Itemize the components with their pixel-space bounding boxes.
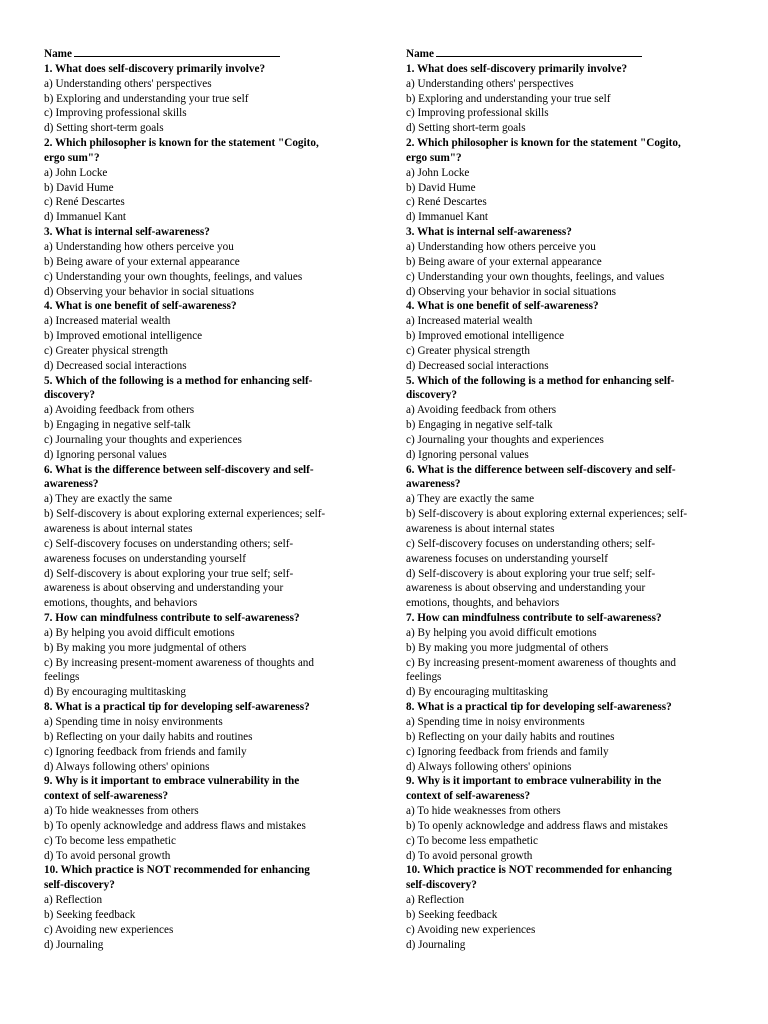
answer-option: awareness is about observing and understanding your (44, 582, 284, 595)
answer-option: b) Reflecting on your daily habits and routines (44, 730, 253, 743)
question-block (406, 611, 736, 700)
answer-option: d) Decreased social interactions (44, 359, 187, 372)
question-block (44, 374, 374, 463)
answer-option: c) René Descartes (44, 196, 125, 209)
question-block (406, 463, 736, 611)
right-name-line (406, 46, 736, 62)
question-block (406, 62, 736, 136)
name-label: Name (406, 48, 434, 60)
question-text: awareness? (44, 478, 99, 491)
question-block (44, 774, 374, 863)
answer-option: c) Improving professional skills (406, 107, 549, 120)
answer-option: b) Reflecting on your daily habits and routines (406, 730, 615, 743)
answer-option: d) Always following others' opinions (406, 760, 572, 773)
answer-option: c) Self-discovery focuses on understanding others; self- (44, 537, 294, 550)
answer-option: d) Ignoring personal values (44, 448, 167, 461)
question-block (406, 299, 736, 373)
answer-option: c) Self-discovery focuses on understanding others; self- (406, 537, 656, 550)
answer-option: a) By helping you avoid difficult emotions (44, 626, 235, 639)
question-text: 7. How can mindfulness contribute to self-awareness? (406, 612, 662, 625)
answer-option: feelings (406, 671, 442, 684)
answer-option: c) Greater physical strength (44, 344, 168, 357)
answer-option: d) Self-discovery is about exploring your true self; self- (406, 567, 656, 580)
answer-option: b) Being aware of your external appearance (406, 255, 602, 268)
question-text: discovery? (406, 389, 457, 402)
answer-option: a) Understanding others' perspectives (406, 77, 574, 90)
answer-option: a) Understanding how others perceive you (44, 240, 234, 253)
answer-option: b) David Hume (406, 181, 476, 194)
question-block (406, 863, 736, 952)
question-block (44, 463, 374, 611)
answer-option: c) Understanding your own thoughts, feelings, and values (44, 270, 303, 283)
answer-option: a) Understanding how others perceive you (406, 240, 596, 253)
answer-option: a) Avoiding feedback from others (406, 404, 557, 417)
name-blank-field[interactable] (436, 46, 642, 57)
answer-option: c) Understanding your own thoughts, feelings, and values (406, 270, 665, 283)
question-block (406, 774, 736, 863)
answer-option: b) David Hume (44, 181, 114, 194)
answer-option: c) Avoiding new experiences (44, 923, 174, 936)
question-text: 6. What is the difference between self-discovery and self- (44, 463, 314, 476)
question-text: 9. Why is it important to embrace vulnerability in the (406, 775, 662, 788)
answer-option: b) Exploring and understanding your true self (406, 92, 611, 105)
answer-option: b) Engaging in negative self-talk (406, 419, 553, 432)
answer-option: awareness focuses on understanding yourself (406, 552, 608, 565)
question-text: 10. Which practice is NOT recommended for enhancing (44, 864, 310, 877)
question-text: 2. Which philosopher is known for the statement "Cogito, (44, 137, 319, 150)
question-text: 6. What is the difference between self-discovery and self- (406, 463, 676, 476)
question-text: 1. What does self-discovery primarily involve? (44, 62, 266, 75)
question-text: awareness? (406, 478, 461, 491)
answer-option: a) They are exactly the same (44, 493, 173, 506)
answer-option: d) Decreased social interactions (406, 359, 549, 372)
answer-option: d) To avoid personal growth (44, 849, 171, 862)
answer-option: b) Self-discovery is about exploring external experiences; self- (44, 508, 326, 521)
answer-option: b) By making you more judgmental of others (44, 641, 247, 654)
question-text: 8. What is a practical tip for developing self-awareness? (406, 701, 672, 714)
answer-option: a) Spending time in noisy environments (406, 715, 585, 728)
answer-option: d) Setting short-term goals (44, 122, 164, 135)
answer-option: emotions, thoughts, and behaviors (406, 597, 560, 610)
answer-option: d) Ignoring personal values (406, 448, 529, 461)
question-text: 9. Why is it important to embrace vulnerability in the (44, 775, 300, 788)
answer-option: b) Improved emotional intelligence (406, 330, 565, 343)
question-block (44, 62, 374, 136)
left-name-line (44, 46, 374, 62)
answer-option: d) Journaling (406, 938, 466, 951)
question-text: 1. What does self-discovery primarily involve? (406, 62, 628, 75)
answer-option: d) Always following others' opinions (44, 760, 210, 773)
answer-option: feelings (44, 671, 80, 684)
question-text: ergo sum"? (406, 151, 462, 164)
answer-option: awareness is about internal states (406, 523, 555, 535)
answer-option: d) Observing your behavior in social situations (406, 285, 617, 298)
answer-option: a) Reflection (406, 894, 465, 907)
answer-option: awareness is about observing and understanding your (406, 582, 646, 595)
question-block (44, 225, 374, 299)
question-block (406, 136, 736, 225)
name-blank-field[interactable] (74, 46, 280, 57)
answer-option: awareness is about internal states (44, 523, 193, 535)
question-text: context of self-awareness? (44, 790, 169, 803)
answer-option: d) Immanuel Kant (44, 211, 127, 224)
question-text: 5. Which of the following is a method for enhancing self- (44, 374, 313, 387)
question-block (406, 374, 736, 463)
answer-option: d) Observing your behavior in social situations (44, 285, 255, 298)
question-text: 5. Which of the following is a method for enhancing self- (406, 374, 675, 387)
question-text: context of self-awareness? (406, 790, 531, 803)
answer-option: a) John Locke (44, 166, 108, 179)
answer-option: c) To become less empathetic (44, 834, 176, 847)
answer-option: c) Journaling your thoughts and experiences (406, 433, 604, 446)
question-text: 3. What is internal self-awareness? (44, 226, 210, 239)
question-block (44, 299, 374, 373)
answer-option: b) By making you more judgmental of others (406, 641, 609, 654)
answer-option: d) Self-discovery is about exploring your true self; self- (44, 567, 294, 580)
question-block (406, 225, 736, 299)
answer-option: emotions, thoughts, and behaviors (44, 597, 198, 610)
answer-option: c) Journaling your thoughts and experiences (44, 433, 242, 446)
answer-option: awareness focuses on understanding yourself (44, 552, 246, 565)
answer-option: d) By encouraging multitasking (44, 686, 186, 699)
answer-option: b) Exploring and understanding your true self (44, 92, 249, 105)
answer-option: a) Avoiding feedback from others (44, 404, 195, 417)
answer-option: a) Reflection (44, 894, 103, 907)
answer-option: b) Seeking feedback (406, 908, 498, 921)
question-text: 4. What is one benefit of self-awareness? (406, 300, 599, 313)
answer-option: a) To hide weaknesses from others (44, 805, 199, 818)
question-block (44, 611, 374, 700)
answer-option: d) Journaling (44, 938, 104, 951)
answer-option: a) They are exactly the same (406, 493, 535, 506)
answer-option: b) To openly acknowledge and address flaws and mistakes (406, 819, 668, 832)
answer-option: d) To avoid personal growth (406, 849, 533, 862)
answer-option: b) Engaging in negative self-talk (44, 419, 191, 432)
answer-option: a) Increased material wealth (406, 315, 533, 328)
question-text: discovery? (44, 389, 95, 402)
answer-option: d) Setting short-term goals (406, 122, 526, 135)
answer-option: b) Self-discovery is about exploring external experiences; self- (406, 508, 688, 521)
answer-option: a) Spending time in noisy environments (44, 715, 223, 728)
worksheet-column-left (44, 46, 374, 952)
answer-option: c) Ignoring feedback from friends and family (406, 745, 609, 758)
answer-option: a) To hide weaknesses from others (406, 805, 561, 818)
question-text: 3. What is internal self-awareness? (406, 226, 572, 239)
question-text: ergo sum"? (44, 151, 100, 164)
answer-option: b) Being aware of your external appearance (44, 255, 240, 268)
answer-option: c) By increasing present-moment awareness of thoughts and (44, 656, 314, 669)
name-label: Name (44, 48, 72, 60)
question-text: 10. Which practice is NOT recommended for enhancing (406, 864, 672, 877)
answer-option: a) Increased material wealth (44, 315, 171, 328)
answer-option: a) Understanding others' perspectives (44, 77, 212, 90)
question-text: 8. What is a practical tip for developing self-awareness? (44, 701, 310, 714)
answer-option: c) To become less empathetic (406, 834, 538, 847)
answer-option: c) Greater physical strength (406, 344, 530, 357)
answer-option: b) To openly acknowledge and address flaws and mistakes (44, 819, 306, 832)
answer-option: a) John Locke (406, 166, 470, 179)
answer-option: c) René Descartes (406, 196, 487, 209)
answer-option: c) Avoiding new experiences (406, 923, 536, 936)
answer-option: c) Ignoring feedback from friends and family (44, 745, 247, 758)
answer-option: d) By encouraging multitasking (406, 686, 548, 699)
question-block (44, 136, 374, 225)
question-text: 2. Which philosopher is known for the statement "Cogito, (406, 137, 681, 150)
question-text: 7. How can mindfulness contribute to self-awareness? (44, 612, 300, 625)
question-text: self-discovery? (44, 879, 115, 892)
question-block (406, 700, 736, 774)
worksheet-column-right (406, 46, 736, 952)
question-block (44, 863, 374, 952)
answer-option: b) Improved emotional intelligence (44, 330, 203, 343)
answer-option: c) Improving professional skills (44, 107, 187, 120)
question-block (44, 700, 374, 774)
question-text: self-discovery? (406, 879, 477, 892)
answer-option: d) Immanuel Kant (406, 211, 489, 224)
question-text: 4. What is one benefit of self-awareness? (44, 300, 237, 313)
answer-option: c) By increasing present-moment awareness of thoughts and (406, 656, 676, 669)
answer-option: a) By helping you avoid difficult emotions (406, 626, 597, 639)
answer-option: b) Seeking feedback (44, 908, 136, 921)
